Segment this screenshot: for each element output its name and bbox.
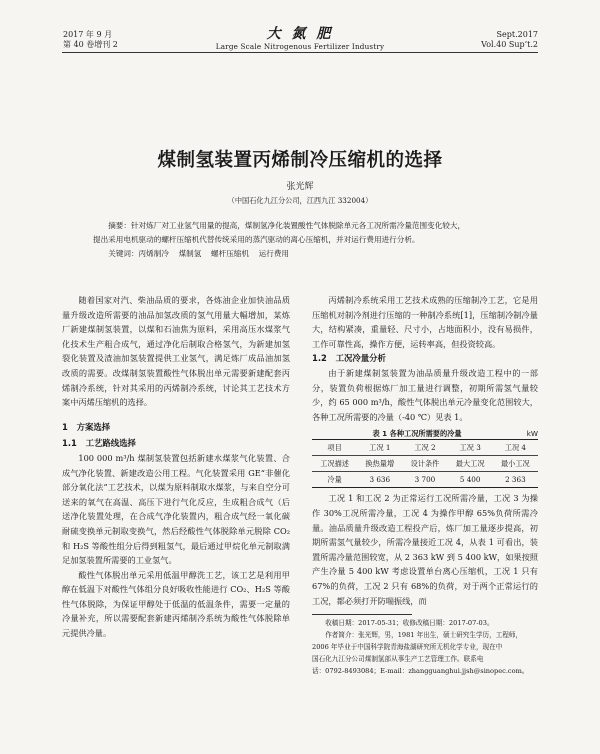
article-title: 煤制氢装置丙烯制冷压缩机的选择 xyxy=(157,150,443,171)
table-header-row xyxy=(312,440,538,456)
header-right xyxy=(481,30,538,50)
table-caption: 表 1 各种工况所需要的冷量 xyxy=(372,429,462,439)
table-unit: kW xyxy=(526,429,538,439)
right-paragraph-1: 丙烯制冷系统采用工艺技术成熟的压缩制冷工艺，它是用压缩机对制冷剂进行压缩的一种制冷系统[1]，压缩制冷制冷量大，结构紧凑，重量轻、尺寸小，占地面积小，没有易损件，工作可靠性高，操作方便，运转率高，但投资较高。 xyxy=(312,295,538,349)
abstract-line-2: 提出采用电机驱动的螺杆压缩机代替传统采用的蒸汽驱动的离心压缩机，并对运行费用进行分析。 xyxy=(93,235,420,244)
table-cell: 换热量增 xyxy=(365,458,395,468)
table-cell: 设计条件 xyxy=(410,458,440,468)
cooling-load-table xyxy=(312,439,538,488)
table-cell: 3 700 xyxy=(414,474,436,484)
table-cell: 最小工况 xyxy=(500,458,530,468)
right-paragraph-2: 由于新建煤制氢装置为油品质量升级改造工程中的一部分，装置负荷根据炼厂加工量进行调整，初期所需氢气量较少，约 65 000 m³/h，酸性气体脱出单元冷量变化范围较大，各种工况所需要的冷量（-40 ℃）见表 1。 xyxy=(312,367,538,422)
footnotes xyxy=(312,617,538,677)
section-1-2-title: 1.2 工况冷量分析 xyxy=(312,353,386,364)
table-cell: 5 400 xyxy=(459,474,481,484)
right-paragraph-3: 工况 1 和工况 2 为正常运行工况所需冷量，工况 3 为操作 30%工况所需冷量，工况 4 为操作甲醇 65%负荷所需冷量。油品质量升级改造工程投产后，炼厂加工量逐步提高，初期所需氢气量较少，所需冷量接近工况 4，从表 1 可看出，装置所需冷量范围较宽，从 2 363 kW 到 5 400 kW，如果按照产生冷量 5 400 kW 考虑设置单台离心压缩机，工况 1 只有 67%的负荷，工况 2 只有 68%的负荷，对于两个正常运行的工况，都必须打开防喘振线，而 xyxy=(312,493,538,606)
table-header-cell: 工况 1 xyxy=(369,442,391,452)
header-rule xyxy=(62,52,538,53)
table-caption-row xyxy=(312,427,538,439)
journal-logo: 大 氮 肥 xyxy=(266,26,334,42)
footnote-contact: 话：0792-8493084；E-mail：zhangguanghui.jjsh@sinopec.com。 xyxy=(312,667,529,676)
table-cell: 工况描述 xyxy=(320,458,349,468)
section-1-1-title: 1.1 工艺路线选择 xyxy=(62,438,136,449)
keywords: 关键词：丙烯制冷 煤制氢 螺杆压缩机 运行费用 xyxy=(108,249,290,258)
abstract-line-1: 摘要：针对炼厂对工业氢气用量的提高，煤制氢净化装置酸性气体脱除单元各工况所需冷量范围变化较大， xyxy=(108,221,466,230)
table-cell: 冷量 xyxy=(327,474,342,484)
table-cell: 3 636 xyxy=(369,474,391,484)
table-header-cell: 项目 xyxy=(327,442,342,452)
header-date: 2017 年 9 月 xyxy=(63,30,113,39)
header-volume: 第 40 卷增刊 2 xyxy=(63,40,118,49)
header-date-en: Sept.2017 xyxy=(496,30,538,39)
footnote-received: 收稿日期：2017-05-31；收修改稿日期：2017-07-03。 xyxy=(325,619,494,628)
journal-name-en: Large Scale Nitrogenous Fertilizer Industry xyxy=(215,42,385,51)
section-1-title: 1 方案选择 xyxy=(62,421,111,432)
author-affiliation: （中国石化九江分公司，江西九江 332004） xyxy=(227,196,373,205)
table-cell: 2 363 xyxy=(505,474,526,484)
footnote-author-bio-1: 作者简介：张光辉，男，1981 年出生，硕士研究生学历，工程师， xyxy=(325,631,523,640)
table-row xyxy=(312,472,538,488)
table-subheader-row xyxy=(312,456,538,472)
footnote-author-bio-2: 2006 年毕业于中国科学院青海盐湖研究所无机化学专业，现在中 xyxy=(312,643,503,652)
author-name: 张光辉 xyxy=(286,182,314,192)
abstract xyxy=(93,219,513,261)
table-cell: 最大工况 xyxy=(455,458,485,468)
table-header-cell: 工况 2 xyxy=(414,442,436,452)
left-column xyxy=(62,293,290,641)
intro-paragraph: 随着国家对汽、柴油品质的要求，各炼油企业加快油品质量升级改造所需要的油品加氢改质的氢气用量大幅增加，某炼厂新建煤制氢装置，以煤和石油焦为原料，采用高压水煤浆气化技术生产粗合成气，通过净化后制取合格氢气，为新建加氢裂化装置及渣油加氢装置提供工业氢气，满足炼厂成品油加氢改质的需要。改煤制氢装置酸性气体脱出单元需要新建配套丙烯制冷系统，针对其采用的丙烯制冷系统，讨论其工艺技术方案中丙烯压缩机的选择。 xyxy=(62,295,290,408)
table-header-cell: 工况 3 xyxy=(459,442,481,452)
table-header-cell: 工况 4 xyxy=(504,442,526,452)
section-1-1-paragraph-2: 酸性气体脱出单元采用低温甲醇洗工艺，该工艺是利用甲醇在低温下对酸性气体组分良好吸收性能进行 CO₂、H₂S 等酸性气体脱除，为保证甲醇处于低温的低温条件，需要一定量的冷量补充，所以需要配套新建丙烯制冷系统为酸性气体脱除单元提供冷量。 xyxy=(62,569,290,639)
footnote-rule xyxy=(312,614,412,615)
header-volume-en: Vol.40 Sup’t.2 xyxy=(481,40,538,49)
section-1-1-paragraph-1: 100 000 m³/h 煤制氢装置包括新建水煤浆气化装置、合成气净化装置、新建改造公用工程。气化装置采用 GE“非催化部分氧化法”工艺技术，以煤为原料制取水煤浆，与来自空分可送来的氧气在高温、高压下进行气化反应，生成粗合成气（后送净化装置处理，在合成气净化装置内，粗合成气经一氧化碳耐硫变换单元制取变换气，然后经酸性气体脱除单元脱除 CO₂ 和 H₂S 等酸性组分后得到粗氢气，最后通过甲烷化单元制取满足加氢装置所需要的工业氢气。 xyxy=(62,452,290,566)
footnote-author-bio-3: 国石化九江分公司煤制氢部从事生产工艺管理工作。联系电 xyxy=(312,655,484,664)
right-column xyxy=(312,293,538,677)
